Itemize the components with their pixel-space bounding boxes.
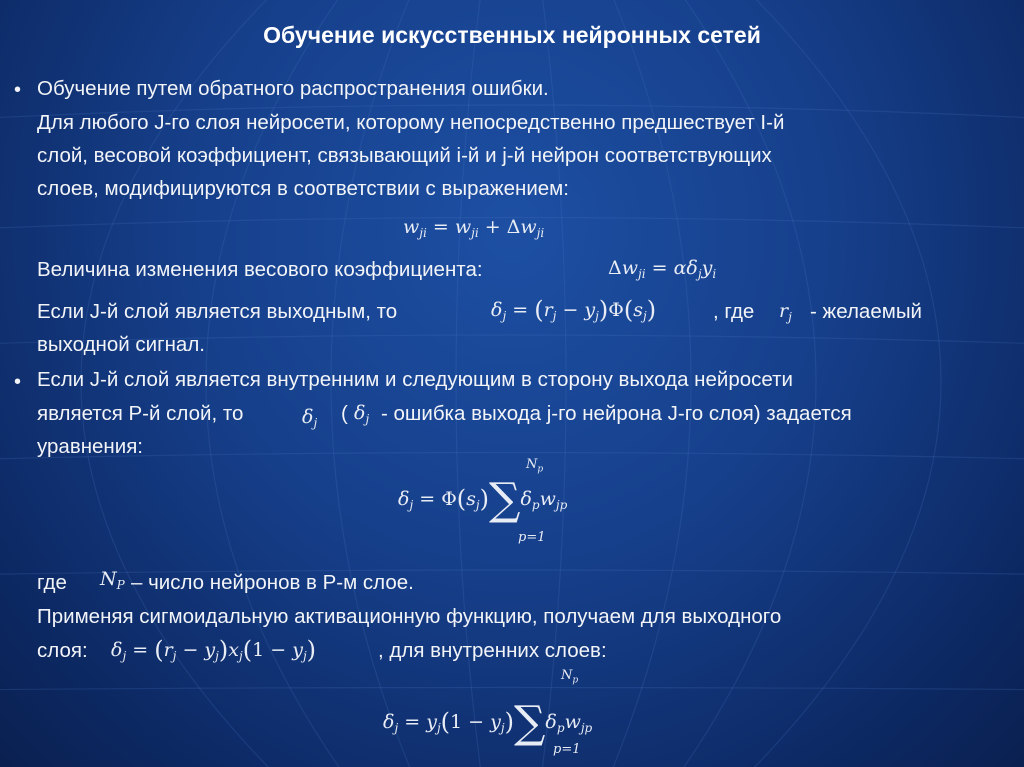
slide-title: Обучение искусственных нейронных сетей — [263, 22, 761, 48]
text-line: Для любого J-го слоя нейросети, которому непосредственно предшествует I-й — [37, 111, 785, 134]
bullet-marker: • — [14, 371, 22, 393]
formula-delta: $\delta_j$ — [354, 402, 370, 426]
text-line: является P-й слой, то — [37, 402, 244, 425]
formula-target: $r_j$ — [779, 300, 792, 324]
formula-delta: $\delta_j$ — [302, 406, 318, 430]
sum-lower-limit: p=1 — [518, 530, 546, 545]
bullet-marker: • — [14, 79, 22, 101]
text-line: слоев, модифицируются в соответствии с выражением: — [37, 177, 569, 200]
text-line: Обучение путем обратного распространения ошибки. — [37, 77, 549, 100]
sum-upper-limit: $N_p$ — [526, 457, 544, 475]
text-line: где — [37, 571, 67, 594]
text-line: - ошибка выхода j-го нейрона J-го слоя) задается — [381, 402, 852, 425]
formula-output-error: $\delta_j = (r_j - y_j)\Phi(s_j)$ — [491, 296, 657, 324]
text-line: , где — [713, 300, 755, 323]
text-line: ( — [341, 402, 348, 425]
formula-weight-delta: $\Delta w_{ji} = \alpha\delta_jy_i$ — [608, 257, 717, 281]
text-line: Применяя сигмоидальную активационную функцию, получаем для выходного — [37, 605, 782, 628]
formula-sigmoid-hidden: $\delta_j = y_j(1 - y_j)\sum\delta_pw_{jp}$ — [383, 697, 593, 748]
formula-weight-update: $w_{ji} = w_{ji} + \Delta w_{ji}$ — [403, 216, 545, 240]
formula-neuron-count: $N_P$ — [100, 568, 125, 592]
text-line: выходной сигнал. — [37, 333, 205, 356]
text-line: Если J-й слой является выходным, то — [37, 300, 398, 323]
text-line: слоя: — [37, 639, 88, 662]
sum-lower-limit: p=1 — [553, 742, 581, 757]
text-line: Величина изменения весового коэффициента: — [37, 258, 483, 281]
sum-upper-limit: $N_p$ — [561, 668, 579, 686]
text-line: – число нейронов в P-м слое. — [131, 571, 414, 594]
formula-sigmoid-output: $\delta_j = (r_j - y_j)x_j(1 - y_j)$ — [111, 636, 317, 664]
text-line: - желаемый — [810, 300, 922, 323]
text-line: Если J-й слой является внутренним и следующим в сторону выхода нейросети — [37, 368, 793, 391]
text-line: уравнения: — [37, 435, 144, 458]
text-line: слой, весовой коэффициент, связывающий i-й и j-й нейрон соответствующих — [37, 144, 772, 167]
formula-hidden-error: $\delta_j = \Phi(s_j)\sum\delta_pw_{jp}$ — [398, 474, 568, 525]
text-line: , для внутренних слоев: — [378, 639, 607, 662]
